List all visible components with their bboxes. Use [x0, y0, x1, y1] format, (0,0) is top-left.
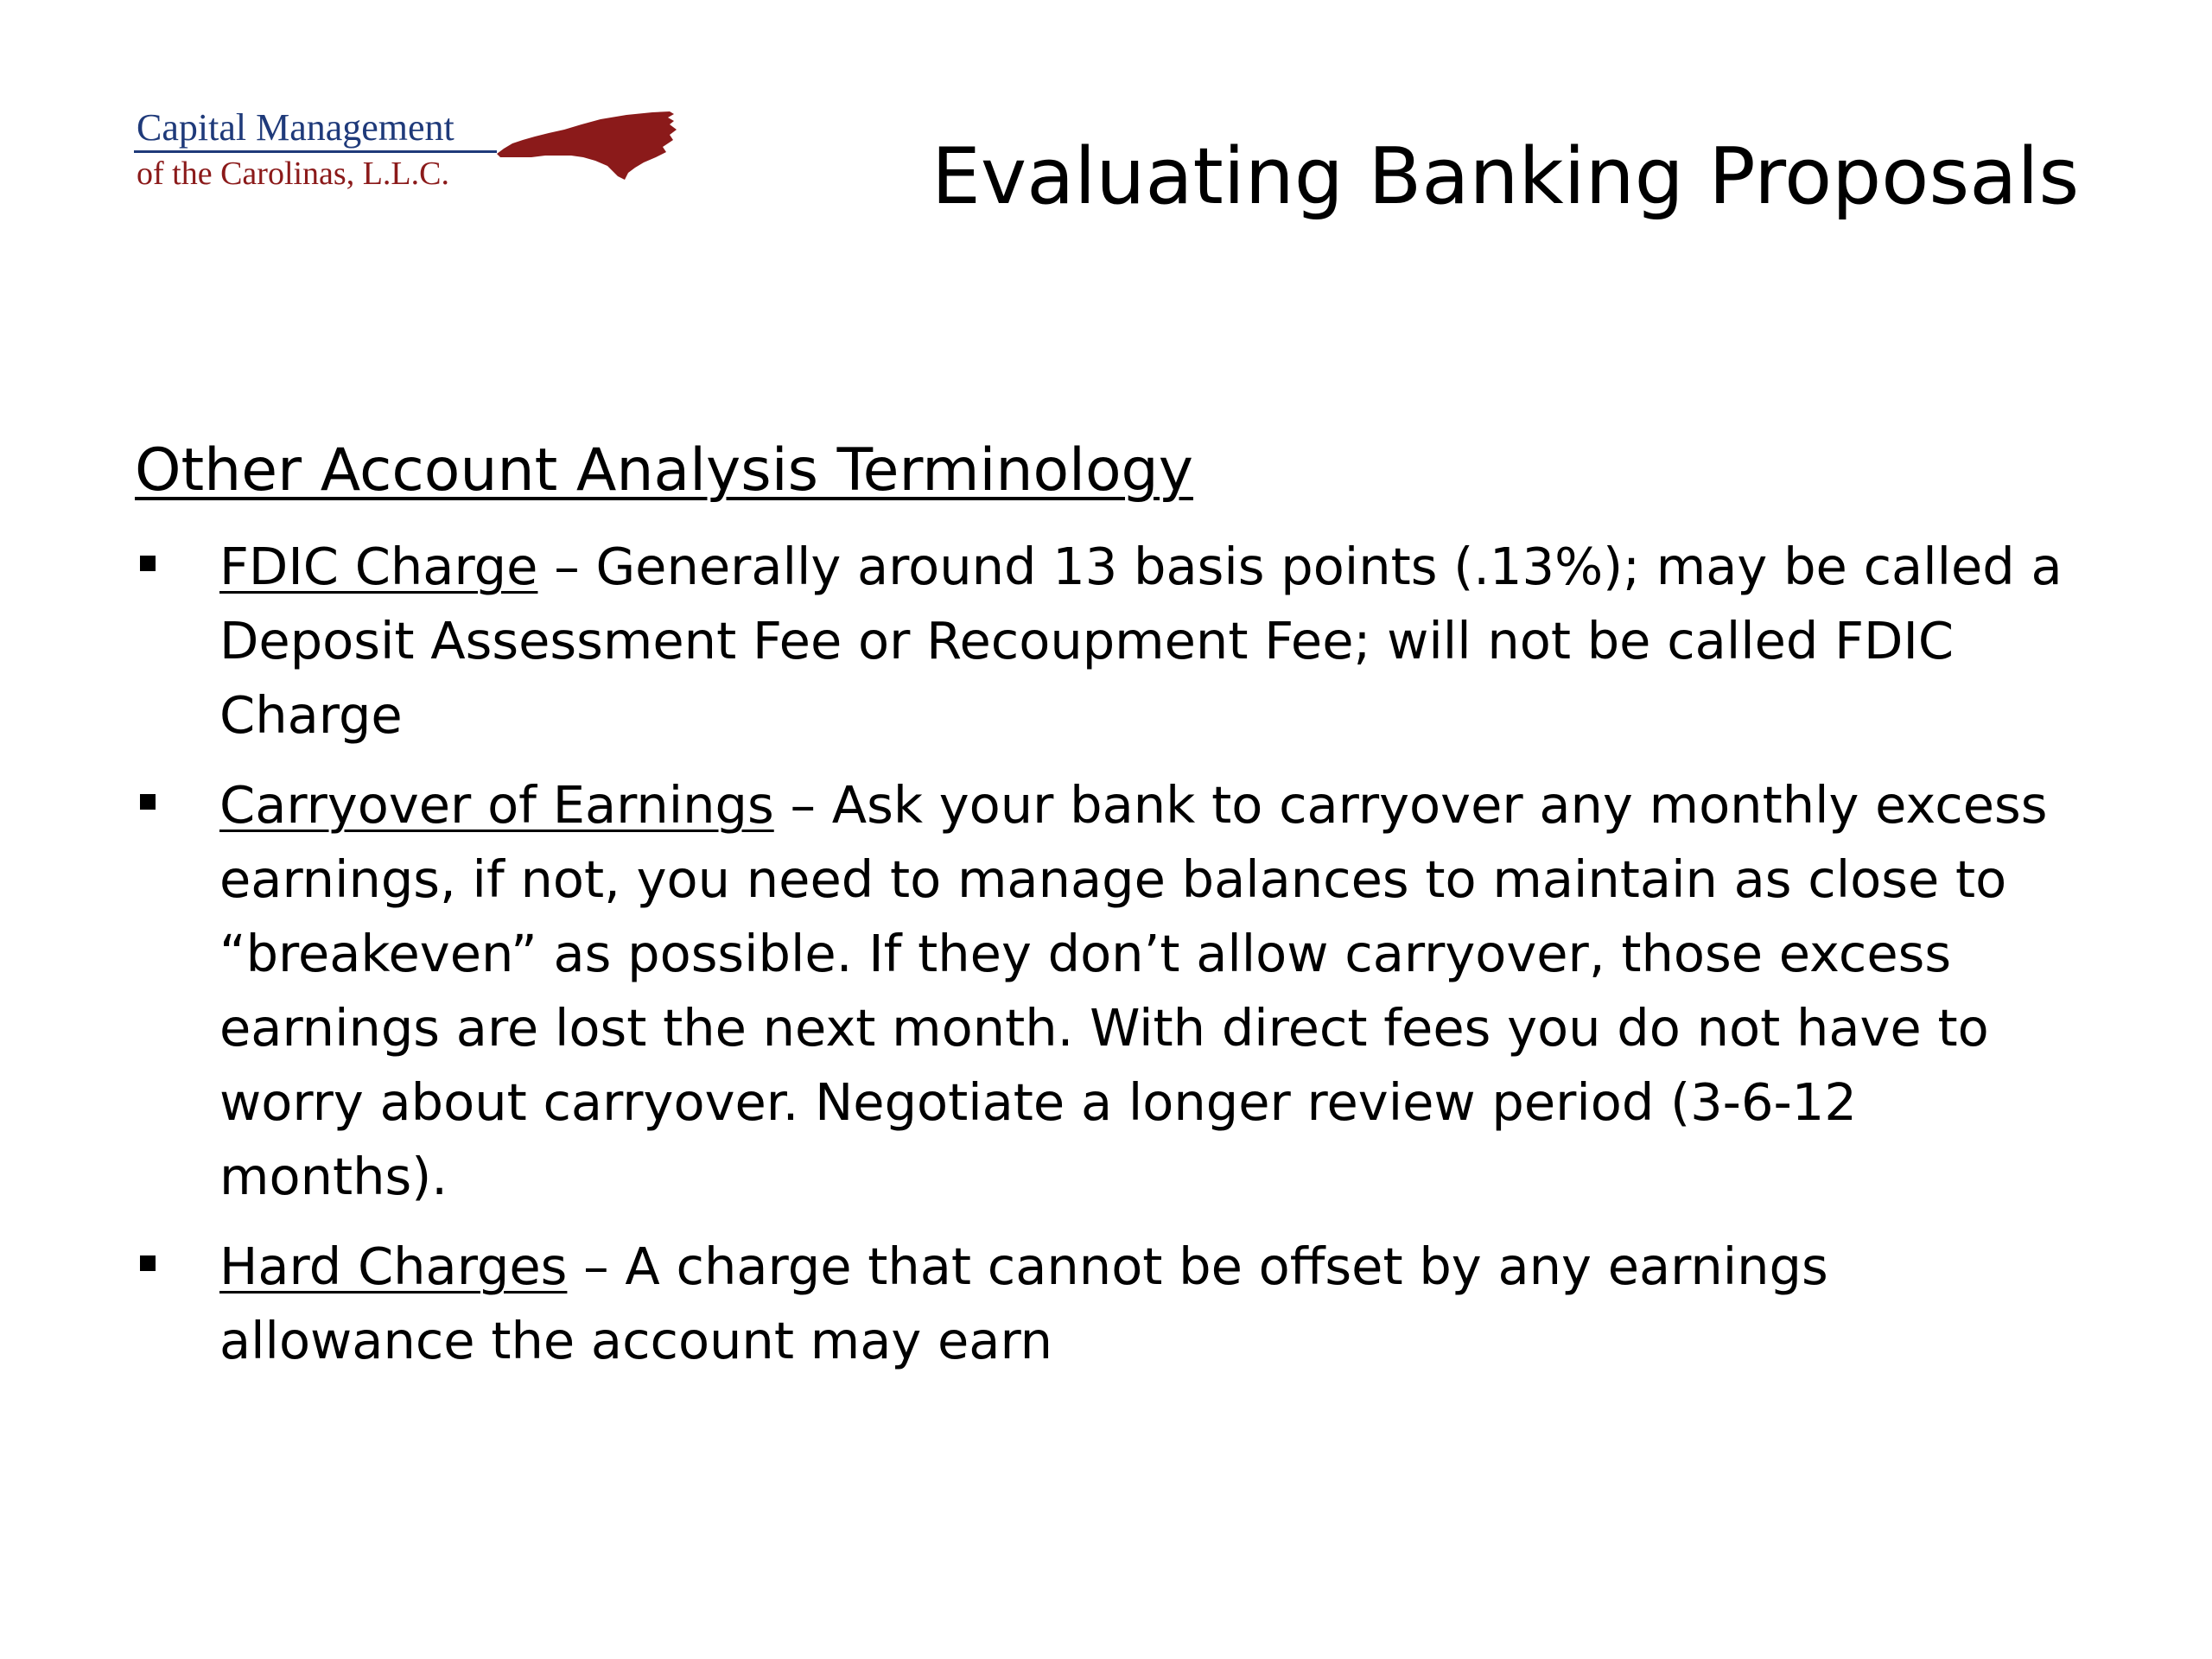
logo-company-name: Capital Management — [137, 106, 454, 149]
list-item — [135, 1230, 2096, 1378]
logo-company-subtitle: of the Carolinas, L.L.C. — [137, 156, 449, 192]
term-description: – Ask your bank to carryover any monthly excess earnings, if not, you need to manage balances to maintain as close to “breakeven” as possible. If they don’t allow carryover, those excess earnings are lost the next month. With direct fees you do not have to worry about carryover. Negotiate a longer review period (3-6-12 months). — [219, 775, 2048, 1206]
term-hard-charges: Hard Charges — [219, 1236, 568, 1296]
bullet-square-icon — [140, 794, 156, 810]
term-description: – A charge that cannot be offset by any earnings allowance the account may earn — [219, 1236, 1828, 1370]
north-carolina-map-icon — [497, 111, 680, 181]
term-carryover-of-earnings: Carryover of Earnings — [219, 775, 774, 835]
terminology-list — [135, 530, 2096, 1394]
bullet-square-icon — [140, 556, 156, 571]
bullet-square-icon — [140, 1255, 156, 1271]
term-fdic-charge: FDIC Charge — [219, 537, 538, 596]
list-item — [135, 768, 2096, 1214]
term-description: – Generally around 13 basis points (.13%); may be called a Deposit Assessment Fee or Recoupment Fee; will not be called FDIC Charge — [219, 537, 2063, 745]
section-heading: Other Account Analysis Terminology — [135, 436, 1193, 505]
company-logo — [134, 104, 687, 199]
slide-title: Evaluating Banking Proposals — [931, 131, 2080, 222]
list-item — [135, 530, 2096, 753]
